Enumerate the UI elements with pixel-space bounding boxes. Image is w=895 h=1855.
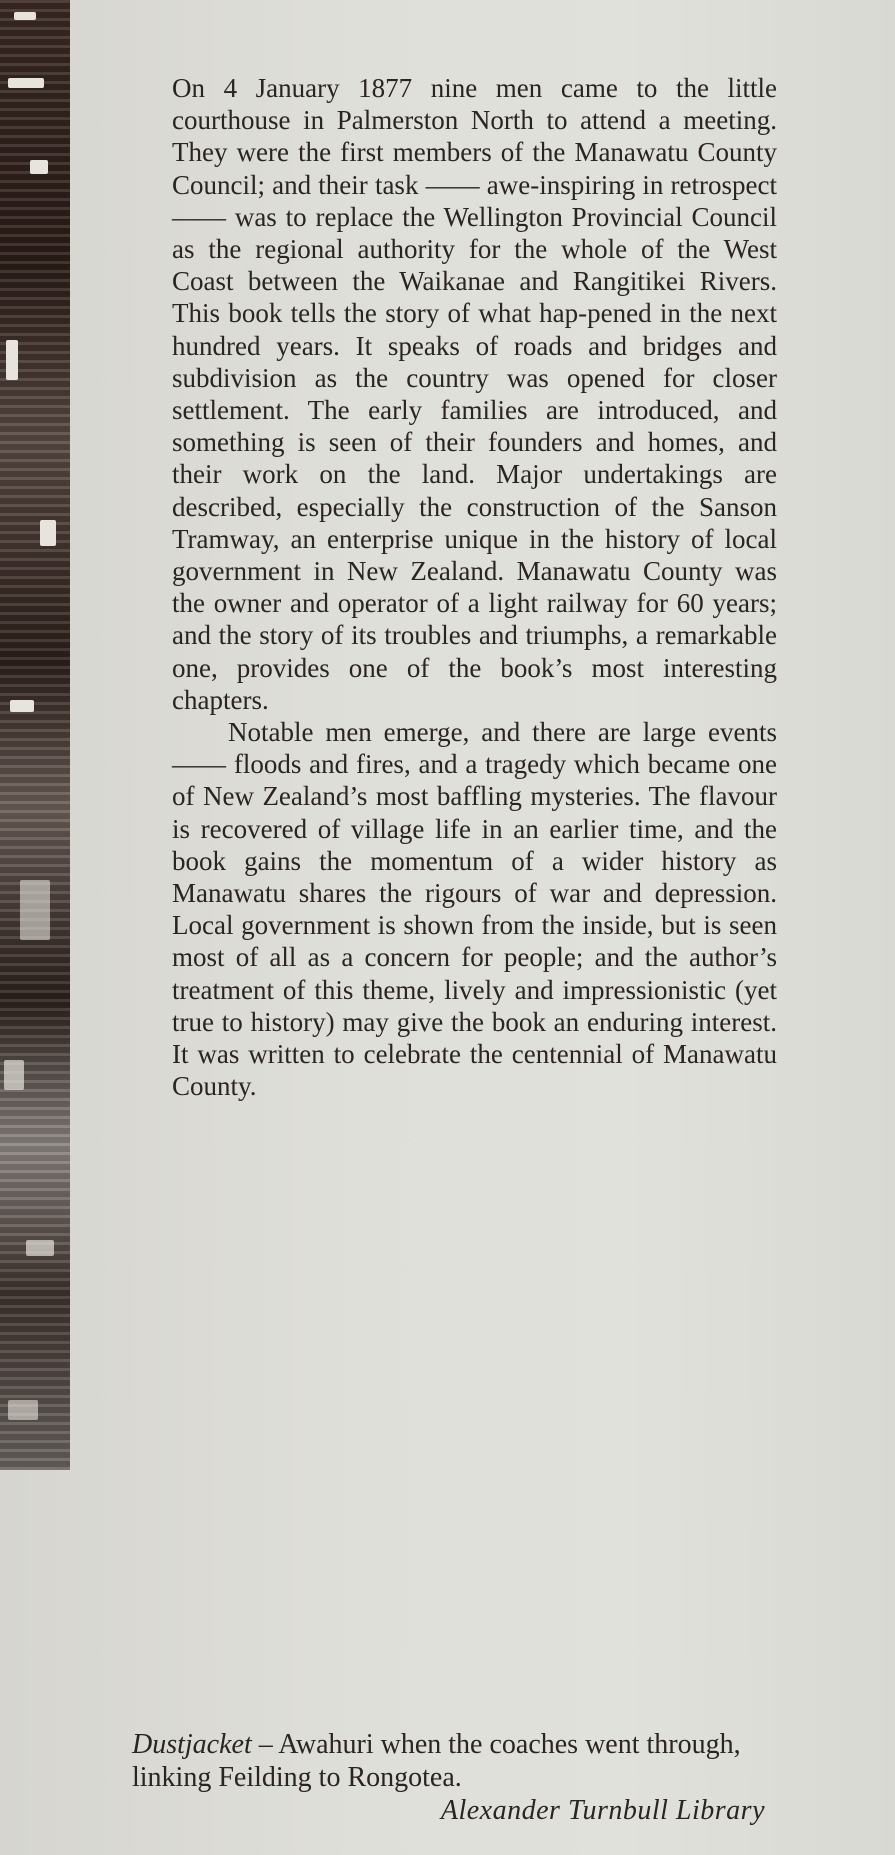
photo-credit: Alexander Turnbull Library bbox=[440, 1795, 765, 1826]
photo-detail bbox=[30, 160, 48, 174]
caption-label: Dustjacket bbox=[132, 1729, 252, 1760]
photo-edge-image bbox=[0, 0, 70, 1470]
caption-text: – Awahuri when the coaches went through, linking Feilding to Rongotea. bbox=[132, 1729, 741, 1793]
photo-detail bbox=[10, 700, 34, 712]
photo-caption bbox=[132, 1728, 772, 1794]
photo-detail bbox=[40, 520, 56, 546]
photo-detail bbox=[8, 1400, 38, 1420]
blurb-paragraph-1: On 4 January 1877 nine men came to the little courthouse in Palmerston North to attend a meeting. They were the first members of the Manawatu County Council; and their task —— awe-inspiring in retrospect —— was to replace the Wellington Provincial Council as the regional authority for the whole of the West Coast between the Waikanae and Rangitikei Rivers. This book tells the story of what hap-pened in the next hundred years. It speaks of roads and bridges and subdivision as the country was opened for closer settlement. The early families are introduced, and something is seen of their founders and homes, and their work on the land. Major undertakings are described, especially the construction of the Sanson Tramway, an enterprise unique in the history of local government in New Zealand. Manawatu County was the owner and operator of a light railway for 60 years; and the story of its troubles and triumphs, a remarkable one, provides one of the book’s most interesting chapters. bbox=[172, 73, 777, 715]
photo-detail bbox=[6, 340, 18, 380]
photo-detail bbox=[26, 1240, 54, 1256]
blurb-text bbox=[172, 72, 777, 1103]
photo-detail bbox=[20, 880, 50, 940]
blurb-paragraph-2: Notable men emerge, and there are large events —— floods and fires, and a tragedy which became one of New Zealand’s most baffling mysteries. The flavour is recovered of village life in an earlier time, and the book gains the momentum of a wider history as Manawatu shares the rigours of war and depression. Local government is shown from the inside, but is seen most of all as a concern for people; and the author’s treatment of this theme, lively and impressionistic (yet true to history) may give the book an enduring interest. It was written to celebrate the centennial of Manawatu County. bbox=[172, 717, 777, 1102]
photo-detail bbox=[14, 12, 36, 20]
photo-detail bbox=[4, 1060, 24, 1090]
photo-detail bbox=[8, 78, 44, 88]
